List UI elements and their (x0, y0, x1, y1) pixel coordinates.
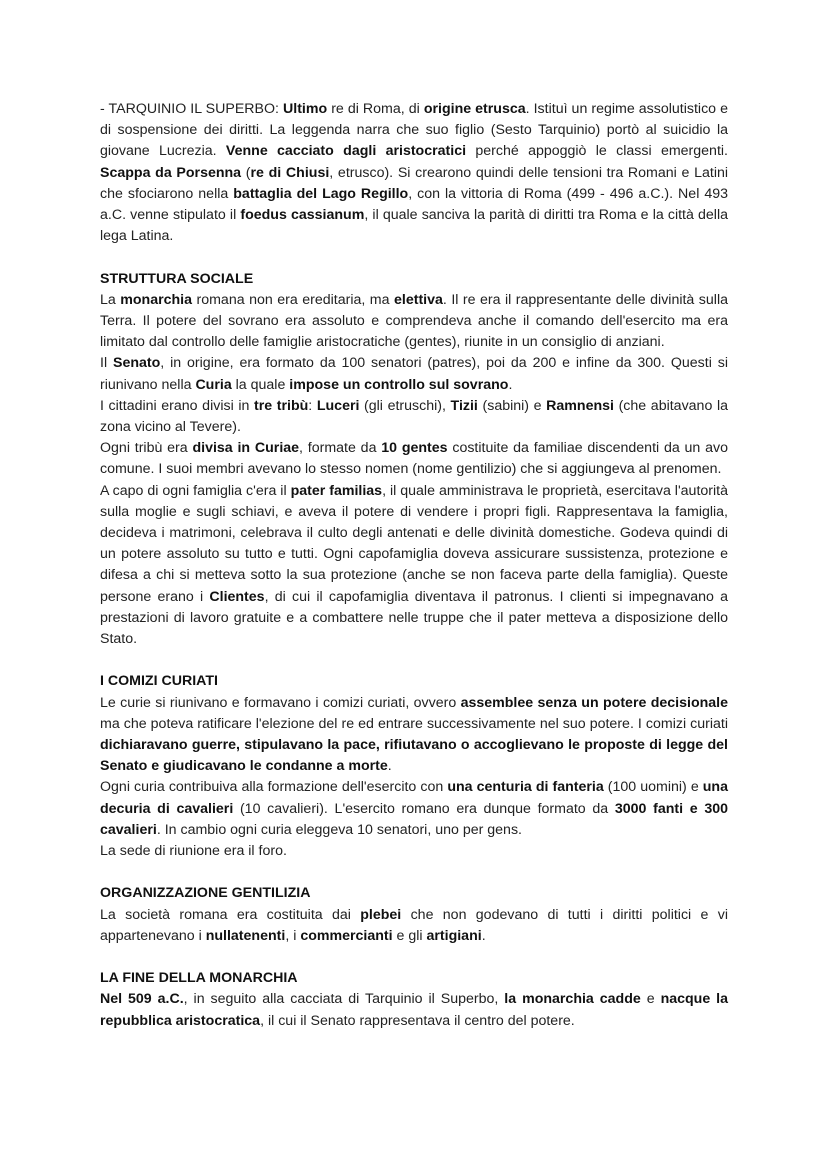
bold-span: elettiva (394, 291, 443, 308)
bold-span: Curia (195, 376, 232, 393)
bold-span: Senato (112, 355, 161, 372)
bold-span: re di Chiusi (250, 164, 330, 181)
bold-span: una centuria di fanteria (447, 779, 604, 796)
text-span: : (308, 397, 317, 414)
bold-span: assemblee senza un potere decisionale (460, 694, 728, 711)
section-heading-struttura: STRUTTURA SOCIALE (100, 270, 254, 287)
bold-span: la monarchia cadde (504, 991, 641, 1008)
text-span: , formate da (299, 440, 382, 457)
bold-span: artigiani (426, 927, 482, 944)
bold-span: impose un controllo sul sovrano (289, 376, 509, 393)
text-span: La società romana era costituita dai (100, 906, 361, 923)
paragraph-esercito (100, 777, 728, 841)
bold-span: Tizii (450, 397, 478, 414)
text-span: costituite da familiae discendenti da un avo comune. I suoi membri avevano lo stesso nomen (nome gentilizio) che si aggiungeva al prenomen. (100, 440, 728, 478)
spacer (100, 247, 728, 268)
text-span: Le curie si riunivano e formavano i comizi curiati, ovvero (100, 694, 461, 711)
text-span: Ogni tribù era (100, 440, 193, 457)
text-span: che non godevano di tutti i diritti politici e vi appartenevano i (100, 906, 728, 944)
text-span: La (100, 291, 121, 308)
bold-span: nullatenenti (205, 927, 286, 944)
text-span: , il cui il Senato rappresentava il centro del potere. (260, 1012, 575, 1029)
paragraph-senato (100, 353, 728, 395)
spacer (100, 650, 728, 671)
text-span: (100 uomini) e (603, 779, 703, 796)
text-span: romana non era ereditaria, ma (192, 291, 394, 308)
bold-span: Ramnensi (546, 397, 614, 414)
text-span: , i (285, 927, 301, 944)
text-span: A capo di ogni famiglia c'era il (100, 482, 291, 499)
text-span: (gli etruschi), (359, 397, 451, 414)
section-heading-comizi: I COMIZI CURIATI (100, 673, 218, 690)
text-span: , in origine, era formato da 100 senatori (patres), poi da 200 e infine da 300. Questi si riunivano nella (100, 355, 728, 393)
section-heading-organizzazione: ORGANIZZAZIONE GENTILIZIA (100, 885, 311, 902)
text-span: . Istituì un regime assolutistico e di sospensione dei diritti. La leggenda narra che suo figlio (Sesto Tarquinio) portò al suicidio la giovane Lucrezia. (100, 101, 728, 160)
bold-span: monarchia (120, 291, 193, 308)
bold-span: plebei (360, 906, 402, 923)
text-span: . In cambio ogni curia eleggeva 10 senatori, uno per gens. (156, 821, 522, 838)
text-span: (che abitavano la zona vicino al Tevere). (100, 397, 728, 436)
text-span: , il quale sanciva la parità di diritti tra Roma e la città della lega Latina. (100, 207, 728, 245)
text-span: I cittadini erano divisi in (100, 397, 254, 414)
paragraph-comizi-curiati (100, 693, 728, 778)
text-span: re di Roma, di (327, 101, 424, 117)
text-span: e gli (392, 927, 427, 944)
paragraph-fine-monarchia (100, 989, 728, 1031)
text-span: - TARQUINIO IL SUPERBO: (100, 101, 284, 117)
paragraph-tribu (100, 396, 728, 438)
bold-span: Venne cacciato dagli aristocratici (225, 143, 467, 160)
text-span: ma che poteva ratificare l'elezione del re ed entrare successivamente nel suo potere. I comizi curiati (100, 715, 728, 732)
bold-span: 10 gentes (381, 440, 448, 457)
bold-span: Clientes (209, 588, 265, 605)
paragraph-tarquinio (100, 99, 728, 247)
text-span: , il quale amministrava le proprietà, esercitava l'autorità sulla moglie e sugli schiavi, e aveva il potere di vendere i propri figli. Rappresentava la famiglia, decideva i matrimoni, celebrava il culto degli antenati e delle divinità domestiche. Godeva quindi di un potere assoluto su tutto e tutti. Ogni capofamiglia doveva assicurare sussistenza, protezione e difesa a chi si metteva sotto la sua protezione (anche se non faceva parte della famiglia). Queste persone erano i (100, 482, 728, 605)
text-span: , etrusco). Si crearono quindi delle tensioni tra Romani e Latini che sfociarono nella (100, 164, 729, 202)
text-span: la quale (231, 376, 290, 393)
text-span: . Il re era il rappresentante delle divinità sulla Terra. Il potere del sovrano era assoluto e comprendeva anche il comando dell'esercito ma era limitato dal controllo delle famiglie aristocratiche (gentes), riunite in un consiglio di anziani. (100, 291, 728, 351)
text-span: Ogni curia contribuiva alla formazione dell'esercito con (100, 779, 448, 796)
paragraph-curiae (100, 438, 728, 480)
bold-span: commercianti (300, 927, 393, 944)
bold-span: una decuria di cavalieri (100, 779, 728, 817)
paragraph-monarchia (100, 290, 728, 354)
text-span: Il (100, 355, 113, 372)
bold-span: Ultimo (283, 101, 328, 117)
bold-span: Luceri (316, 397, 360, 414)
bold-span: battaglia del Lago Regillo (233, 185, 409, 202)
text-span: , in seguito alla cacciata di Tarquinio il Superbo, (183, 991, 505, 1008)
document-page (100, 99, 728, 1032)
text-span: e (640, 991, 661, 1008)
text-span: . (387, 758, 392, 775)
bold-span: nacque la repubblica aristocratica (100, 991, 729, 1029)
text-span: (10 cavalieri). L'esercito romano era dunque formato da (233, 800, 615, 817)
paragraph-plebei (100, 905, 728, 947)
bold-span: Scappa da Porsenna (100, 164, 242, 181)
bold-span: origine etrusca (423, 101, 526, 117)
spacer (100, 862, 728, 883)
paragraph-pater-familias (100, 481, 728, 651)
bold-span: tre tribù (254, 397, 309, 414)
bold-span: 3000 fanti e 300 cavalieri (100, 800, 728, 838)
bold-span: foedus cassianum (240, 207, 365, 224)
bold-span: Nel 509 a.C. (100, 991, 184, 1008)
text-span: . (481, 927, 486, 944)
text-span: (sabini) e (477, 397, 547, 414)
bold-span: divisa in Curiae (192, 440, 300, 457)
text-span: ( (241, 164, 251, 181)
bold-span: pater familias (290, 482, 383, 499)
paragraph-sede: La sede di riunione era il foro. (100, 843, 287, 860)
text-span: , di cui il capofamiglia diventava il patronus. I clienti si impegnavano a prestazioni di lavoro gratuite e a combattere nelle truppe che il pater metteva a disposizione dello Stato. (100, 588, 728, 648)
text-span: , con la vittoria di Roma (499 - 496 a.C.). Nel 493 a.C. venne stipulato il (100, 185, 728, 224)
text-span: . (508, 376, 513, 393)
text-span: perché appoggiò le classi emergenti. (466, 143, 728, 160)
bold-span: dichiaravano guerre, stipulavano la pace, rifiutavano o accoglievano le proposte di legge del Senato e giudicavano le condanne a morte (100, 737, 728, 775)
section-heading-fine-monarchia: LA FINE DELLA MONARCHIA (100, 970, 298, 987)
spacer (100, 947, 728, 968)
